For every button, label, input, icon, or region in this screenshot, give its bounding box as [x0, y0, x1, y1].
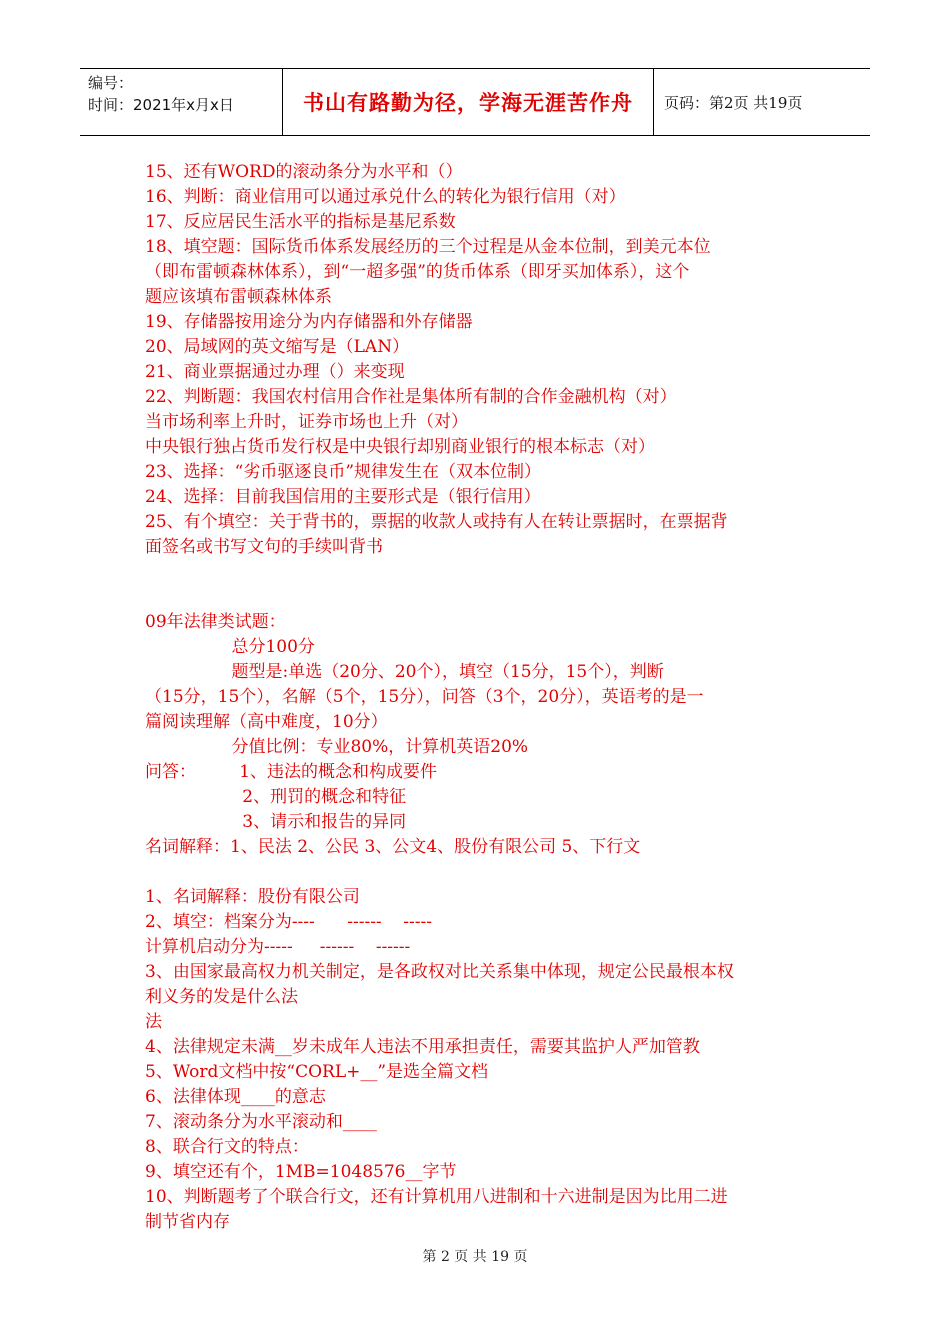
text-line: 5、Word文档中按“CORL+__”是选全篇文档: [145, 1062, 489, 1082]
header-meta: [80, 69, 283, 135]
page-header: [80, 68, 870, 136]
text-line: 篇阅读理解（高中难度，10分）: [145, 712, 388, 732]
text-line: 问答： 1、违法的概念和构成要件: [145, 762, 438, 782]
text-line: （15分，15个），名解（5个，15分），问答（3个，20分），英语考的是一: [145, 687, 704, 707]
text-line: 7、滚动条分为水平滚动和____: [145, 1112, 377, 1132]
text-line: 总分100分: [145, 637, 315, 657]
text-line: 6、法律体现____的意志: [145, 1087, 326, 1107]
text-line: 法: [145, 1012, 162, 1032]
text-line: 09年法律类试题：: [145, 612, 286, 632]
text-line: 20、局域网的英文缩写是（LAN）: [145, 337, 410, 357]
text-line: 3、由国家最高权力机关制定，是各政权对比关系集中体现，规定公民最根本权: [145, 962, 734, 982]
text-line: 当市场利率上升时，证券市场也上升（对）: [145, 412, 468, 432]
text-line: 利义务的发是什么法: [145, 987, 298, 1007]
text-line: 题型是:单选（20分、20个），填空（15分，15个），判断: [145, 662, 664, 682]
text-line: [145, 860, 815, 885]
text-line: [145, 585, 815, 610]
text-line: 23、选择：“劣币驱逐良币”规律发生在（双本位制）: [145, 462, 542, 482]
text-line: 1、名词解释：股份有限公司: [145, 887, 360, 907]
text-line: 4、法律规定未满__岁未成年人违法不用承担责任，需要其监护人严加管教: [145, 1037, 700, 1057]
text-line: 3、请示和报告的异同: [145, 812, 407, 832]
page-footer: 第 2 页 共 19 页: [422, 1249, 528, 1265]
text-line: 10、判断题考了个联合行文，还有计算机用八进制和十六进制是因为比用二进: [145, 1187, 728, 1207]
text-line: 22、判断题：我国农村信用合作社是集体所有制的合作金融机构（对）: [145, 387, 677, 407]
text-line: 17、反应居民生活水平的指标是基尼系数: [145, 212, 456, 232]
text-line: 21、商业票据通过办理（）来变现: [145, 362, 405, 382]
text-line: 题应该填布雷顿森林体系: [145, 287, 332, 307]
text-line: （即布雷顿森林体系），到“一超多强”的货币体系（即牙买加体系），这个: [145, 262, 690, 282]
text-line: 面签名或书写文句的手续叫背书: [145, 537, 383, 557]
text-line: 2、刑罚的概念和特征: [145, 787, 407, 807]
text-line: 24、选择：目前我国信用的主要形式是（银行信用）: [145, 487, 541, 507]
text-line: 中央银行独占货币发行权是中央银行却别商业银行的根本标志（对）: [145, 437, 655, 457]
text-line: 计算机启动分为----- ------ ------: [145, 937, 411, 957]
text-line: 名词解释：1、民法 2、公民 3、公文4、股份有限公司 5、下行文: [145, 837, 641, 857]
text-line: 16、判断：商业信用可以通过承兑什么的转化为银行信用（对）: [145, 187, 626, 207]
text-line: 15、还有WORD的滚动条分为水平和（）: [145, 162, 463, 182]
text-line: 制节省内存: [145, 1212, 230, 1232]
text-line: 2、填空：档案分为---- ------ -----: [145, 912, 433, 932]
text-line: 18、填空题：国际货币体系发展经历的三个过程是从金本位制，到美元本位: [145, 237, 711, 257]
text-line: 分值比例：专业80%，计算机英语20%: [145, 737, 529, 757]
date-line: 时间：2021年x月x日: [88, 96, 234, 114]
header-page-info: 页码：第2页 共19页: [664, 93, 803, 112]
text-line: 8、联合行文的特点：: [145, 1137, 309, 1157]
serial-number-label: 编号：: [88, 74, 134, 92]
document-body: [145, 160, 815, 1235]
text-line: 9、填空还有个，1MB=1048576__字节: [145, 1162, 457, 1182]
text-line: [145, 560, 815, 585]
header-motto: 书山有路勤为径，学海无涯苦作舟: [283, 69, 654, 135]
text-line: 19、存储器按用途分为内存储器和外存储器: [145, 312, 473, 332]
text-line: 25、有个填空：关于背书的，票据的收款人或持有人在转让票据时，在票据背: [145, 512, 728, 532]
